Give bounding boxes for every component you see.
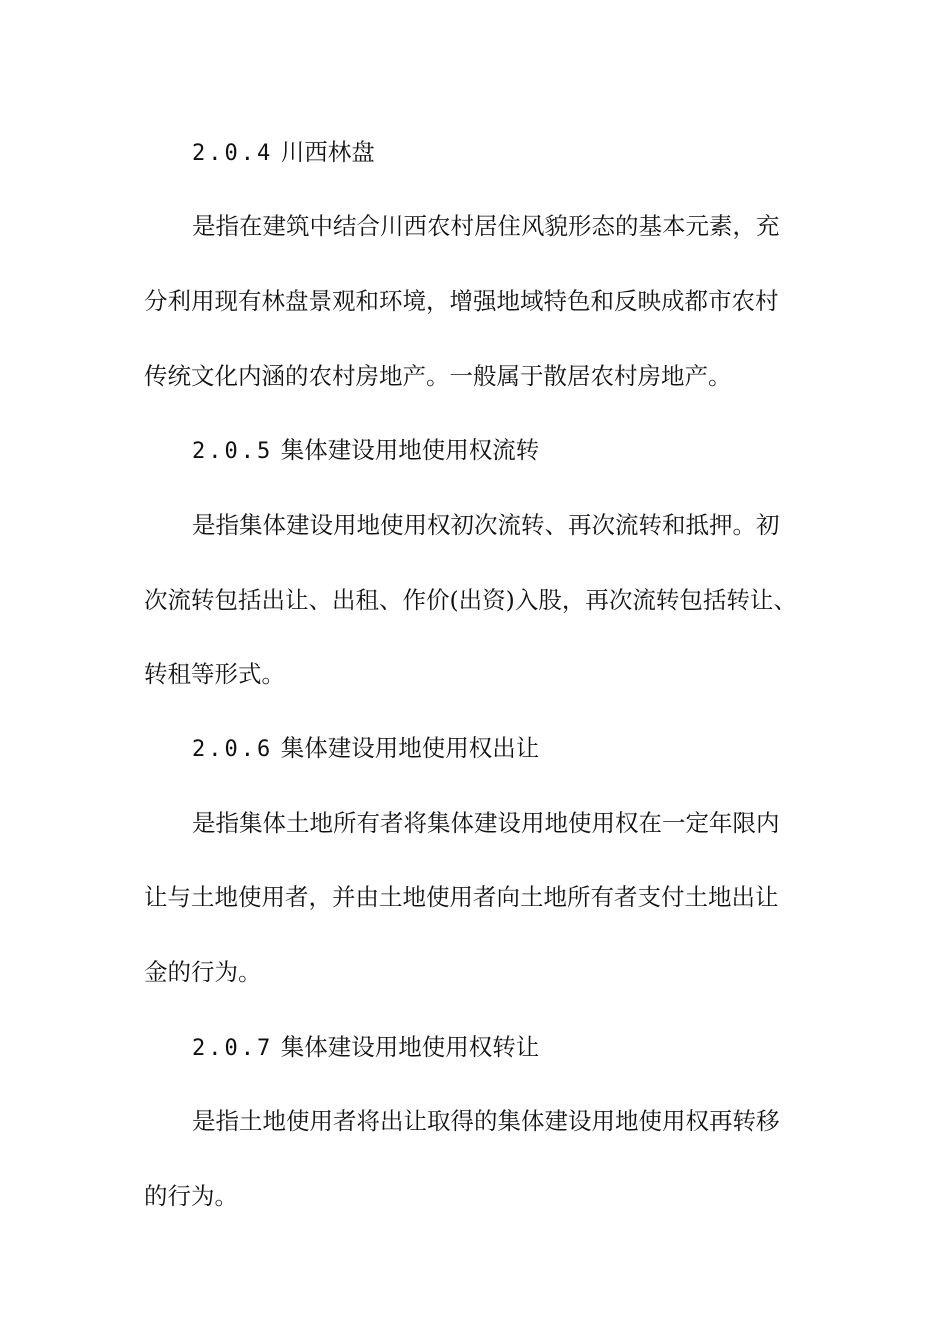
- paragraph-line: 金的行为。: [144, 958, 262, 986]
- section-title: 集体建设用地使用权出让: [280, 734, 540, 762]
- section-number: 2.0.7: [192, 1036, 274, 1061]
- paragraph-line: 传统文化内涵的农村房地产。一般属于散居农村房地产。: [144, 362, 732, 390]
- section-number: 2.0.6: [192, 737, 274, 762]
- paragraph-line: 是指在建筑中结合川西农村居住风貌形态的基本元素，充: [192, 212, 780, 240]
- section-heading: [192, 734, 540, 762]
- paragraph-line: 的行为。: [144, 1182, 238, 1210]
- paragraph-line: 是指土地使用者将出让取得的集体建设用地使用权再转移: [192, 1107, 780, 1135]
- paragraph-line: 是指集体土地所有者将集体建设用地使用权在一定年限内: [192, 809, 780, 837]
- section-heading: [192, 436, 540, 464]
- paragraph-line: 让与土地使用者，并由土地使用者向土地所有者支付土地出让: [144, 883, 779, 911]
- paragraph-line: 是指集体建设用地使用权初次流转、再次流转和抵押。初: [192, 511, 780, 539]
- section-number: 2.0.4: [192, 141, 274, 166]
- paragraph-line: 转租等形式。: [144, 660, 285, 688]
- section-heading: [192, 1033, 540, 1061]
- paragraph-line: 次流转包括出让、出租、作价(出资)入股，再次流转包括转让、: [144, 586, 797, 614]
- section-title: 集体建设用地使用权流转: [280, 436, 540, 464]
- section-number: 2.0.5: [192, 439, 274, 464]
- section-title: 集体建设用地使用权转让: [280, 1033, 540, 1061]
- section-heading: [192, 138, 375, 166]
- section-title: 川西林盘: [280, 138, 375, 166]
- paragraph-line: 分利用现有林盘景观和环境，增强地域特色和反映成都市农村: [144, 287, 779, 315]
